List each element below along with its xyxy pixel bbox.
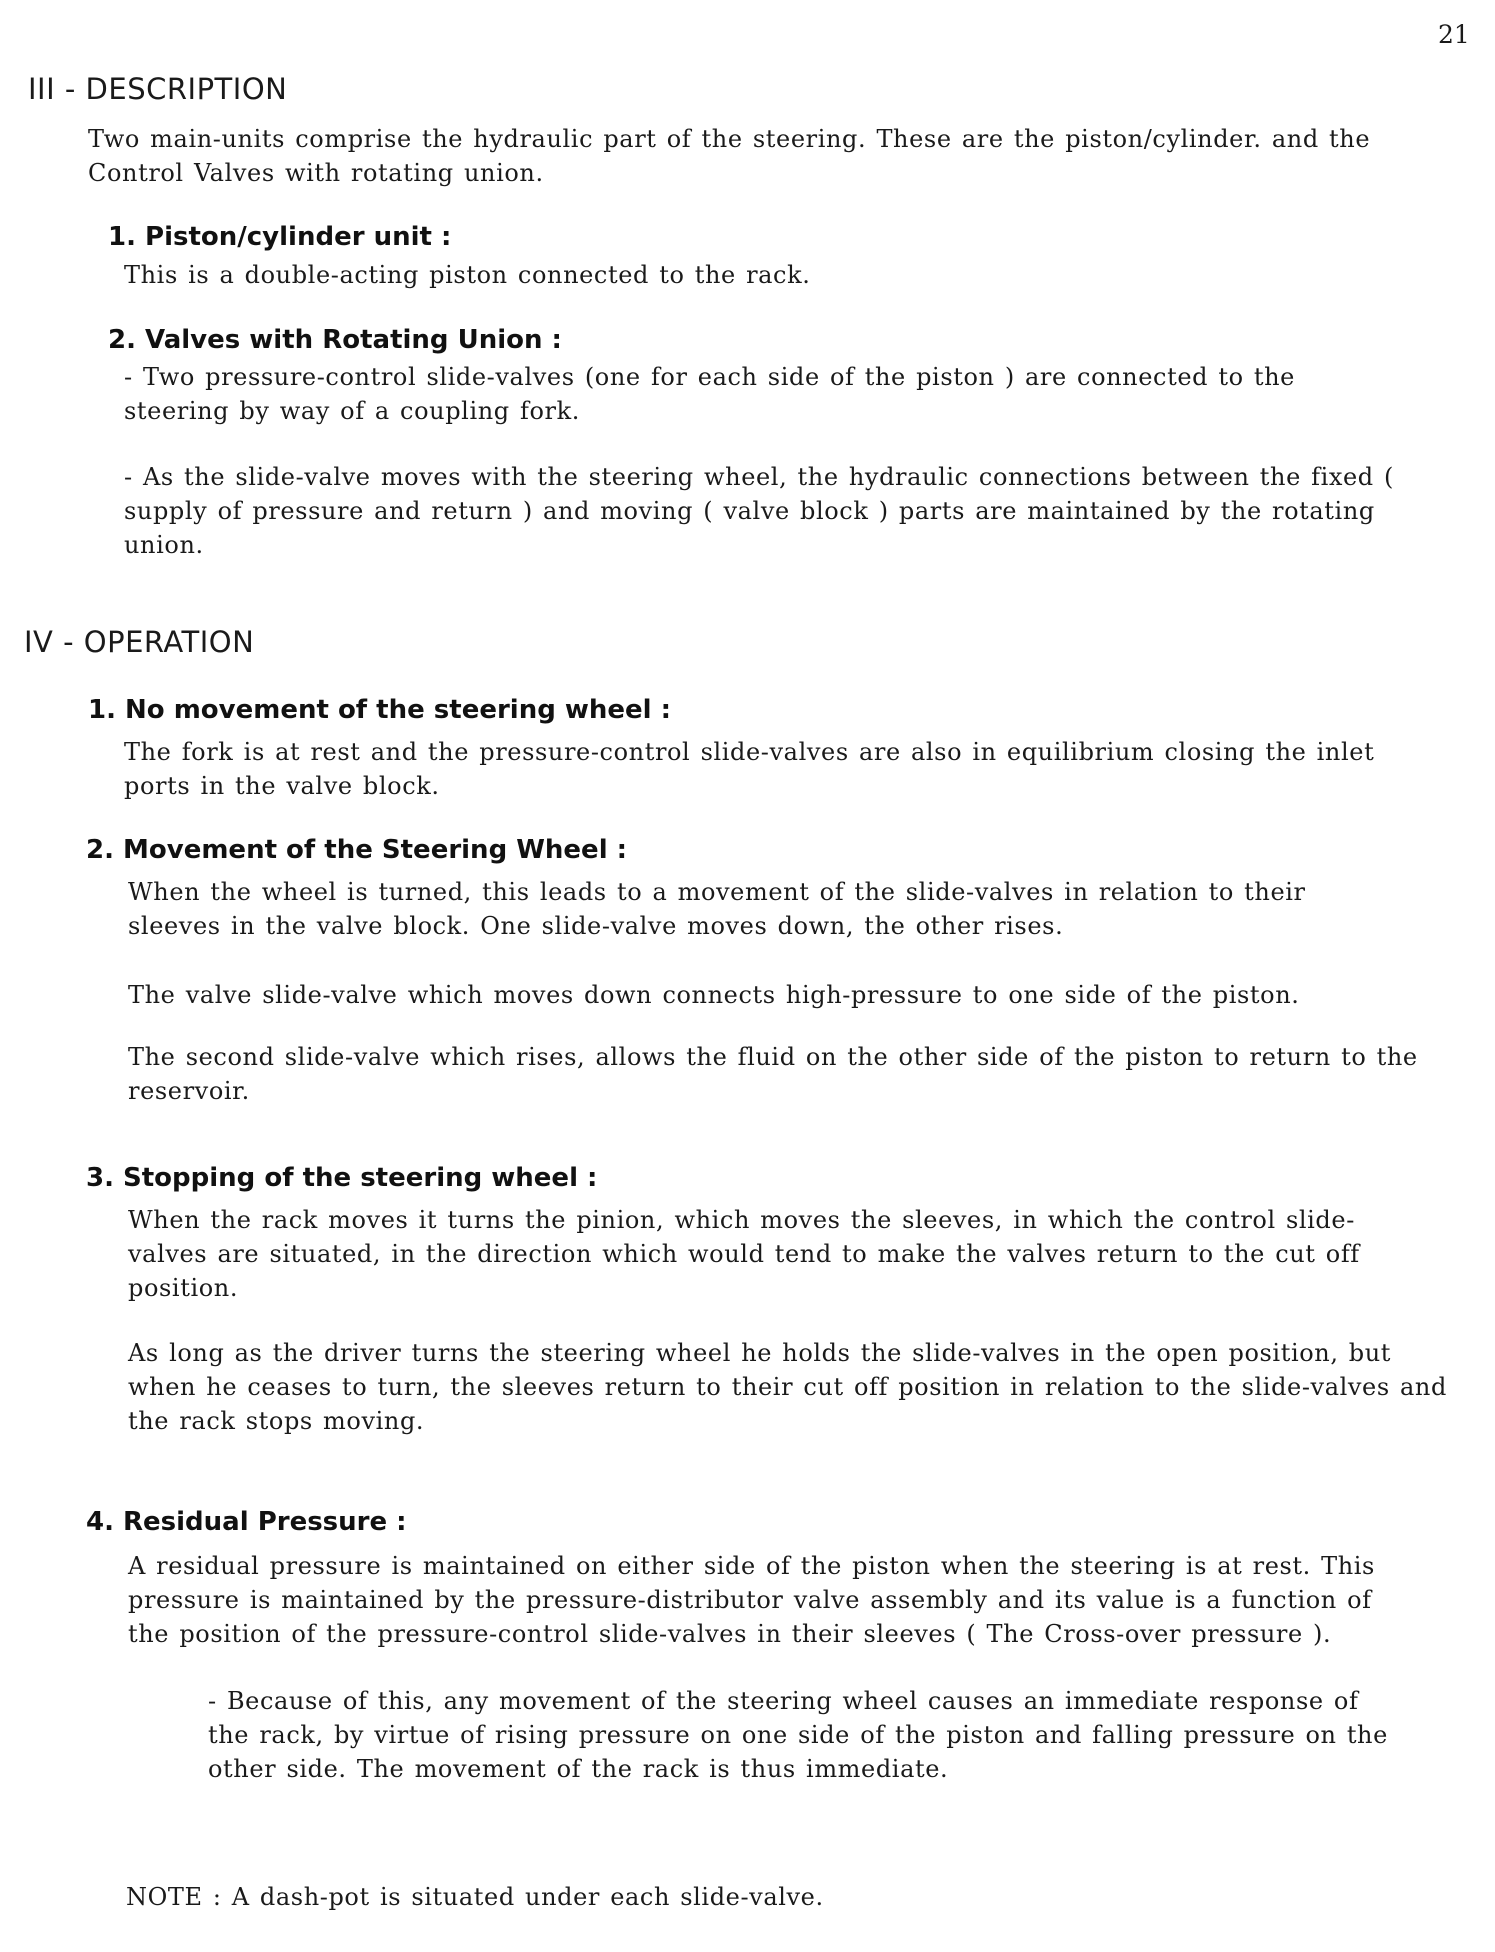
valves-bullet-2: - As the slide-valve moves with the steering wheel, the hydraulic connections between the fixed ( supply of pressure and return ) and moving ( valve block ) parts are maintained by the rotating union. bbox=[124, 463, 1394, 559]
residual-pressure-bullet: - Because of this, any movement of the steering wheel causes an immediate response of the rack, by virtue of rising pressure on one side of the piston and falling pressure on the other side. The movement of the rack is thus immediate. bbox=[208, 1687, 1388, 1783]
note-text: NOTE : A dash-pot is situated under each slide-valve. bbox=[126, 1883, 824, 1911]
subheading-residual-pressure: 4. Residual Pressure : bbox=[86, 1507, 407, 1537]
movement-text-3: The second slide-valve which rises, allows the fluid on the other side of the piston to return to the reservoir. bbox=[128, 1043, 1418, 1105]
piston-cylinder-text: This is a double-acting piston connected to the rack. bbox=[124, 261, 811, 289]
no-movement-text: The fork is at rest and the pressure-control slide-valves are also in equilibrium closing the inlet ports in the valve block. bbox=[124, 738, 1375, 800]
valves-bullet-1: - Two pressure-control slide-valves (one for each side of the piston ) are connected to the steering by way of a coupling fork. bbox=[124, 363, 1295, 425]
stopping-text-1: When the rack moves it turns the pinion, which moves the sleeves, in which the control slide-valves are situated, in the direction which would tend to make the valves return to the cut off position. bbox=[128, 1206, 1360, 1302]
subheading-stopping: 3. Stopping of the steering wheel : bbox=[86, 1163, 598, 1193]
subheading-no-movement: 1. No movement of the steering wheel : bbox=[88, 695, 672, 725]
stopping-text-2: As long as the driver turns the steering wheel he holds the slide-valves in the open position, but when he ceases to turn, the sleeves return to their cut off position in relation to the slide-valves and the rack stops moving. bbox=[128, 1339, 1447, 1435]
subheading-movement: 2. Movement of the Steering Wheel : bbox=[86, 835, 628, 865]
description-intro: Two main-units comprise the hydraulic part of the steering. These are the piston/cylinder. and the Control Valves with rotating union. bbox=[88, 125, 1371, 187]
movement-text-2: The valve slide-valve which moves down connects high-pressure to one side of the piston. bbox=[128, 981, 1300, 1009]
section-heading-description: III - DESCRIPTION bbox=[28, 72, 288, 106]
movement-text-1: When the wheel is turned, this leads to a movement of the slide-valves in relation to their sleeves in the valve block. One slide-valve moves down, the other rises. bbox=[128, 878, 1306, 940]
section-heading-operation: IV - OPERATION bbox=[24, 625, 255, 659]
subheading-valves-rotating-union: 2. Valves with Rotating Union : bbox=[108, 325, 562, 355]
residual-pressure-text: A residual pressure is maintained on either side of the piston when the steering is at rest. This pressure is maintained by the pressure-distributor valve assembly and its value is a function of the position of the pressure-control slide-valves in their sleeves ( The Cross-over pressure ). bbox=[128, 1552, 1375, 1648]
subheading-piston-cylinder: 1. Piston/cylinder unit : bbox=[108, 222, 452, 252]
page-number: 21 bbox=[1438, 20, 1470, 49]
